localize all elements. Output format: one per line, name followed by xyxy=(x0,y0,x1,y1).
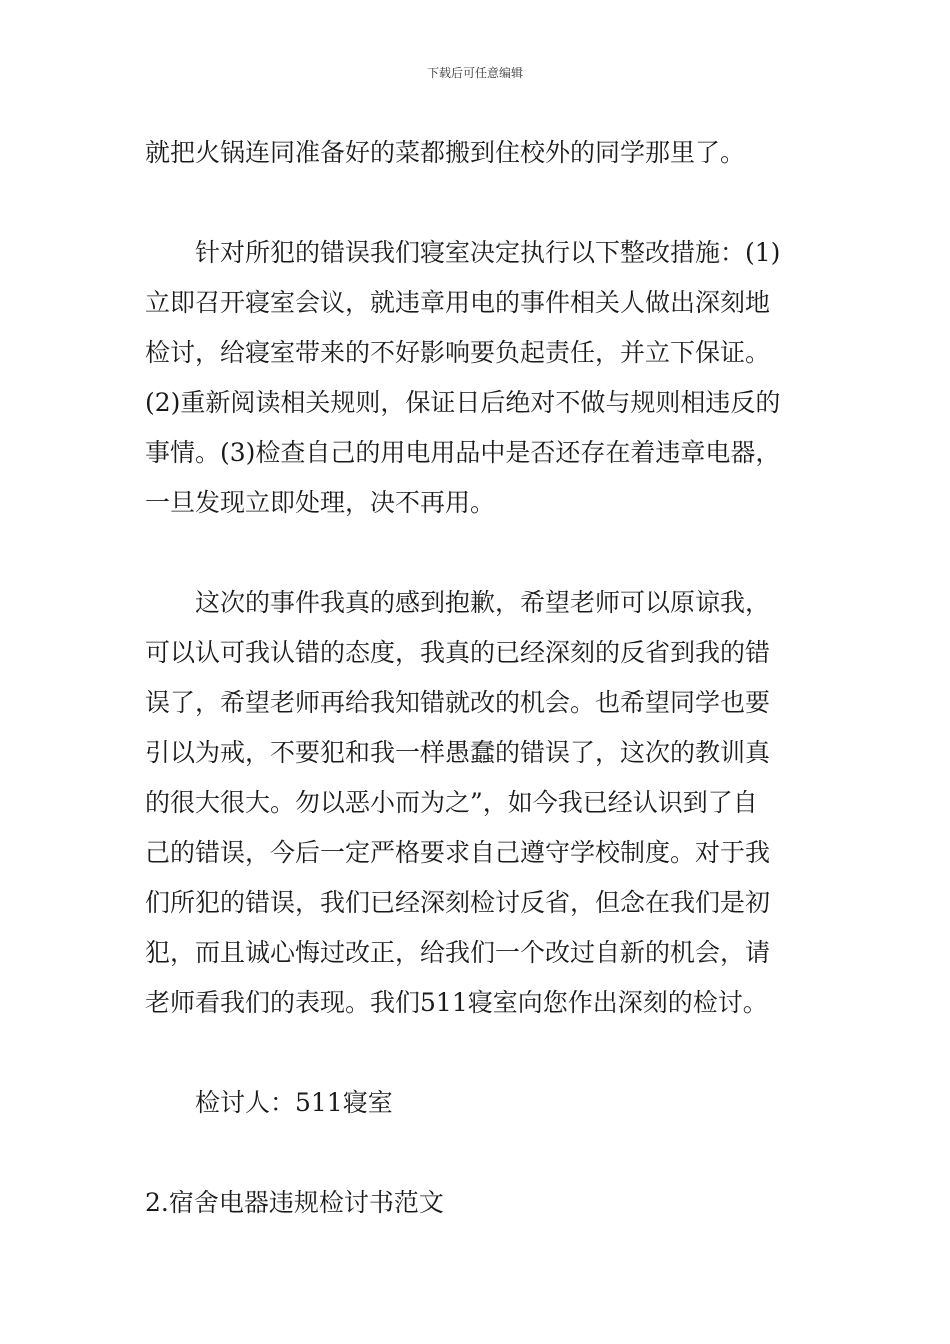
section-heading xyxy=(145,1178,810,1228)
text-line: 己的错误，今后一定严格要求自己遵守学校制度。对于我 xyxy=(145,838,771,867)
text-line: 们所犯的错误，我们已经深刻检讨反省，但念在我们是初 xyxy=(145,888,771,917)
page-header: 下载后可任意编辑 xyxy=(426,66,523,80)
text-line: 引以为戒，不要犯和我一样愚蠢的错误了，这次的教训真 xyxy=(145,738,771,767)
text-line: 针对所犯的错误我们寝室决定执行以下整改措施：(1) xyxy=(195,238,781,267)
text-line: 的很大很大。勿以恶小而为之”，如今我已经认识到了自 xyxy=(145,788,758,817)
text-line: 事情。(3)检查自己的用电用品中是否还存在着违章电器， xyxy=(145,438,781,467)
text-line: 犯，而且诚心悔过改正，给我们一个改过自新的机会，请 xyxy=(145,938,771,967)
signature xyxy=(145,1078,810,1128)
paragraph-gap xyxy=(145,528,810,578)
text-line: 检讨，给寝室带来的不好影响要负起责任，并立下保证。 xyxy=(145,338,771,367)
signature-text: 检讨人：511寝室 xyxy=(195,1088,393,1117)
paragraph-gap xyxy=(145,178,810,228)
section-heading-text: 2.宿舍电器违规检讨书范文 xyxy=(145,1188,444,1217)
paragraph-3 xyxy=(145,578,810,1028)
text-line: 就把火锅连同准备好的菜都搬到住校外的同学那里了。 xyxy=(145,138,746,167)
paragraph-2 xyxy=(145,228,810,528)
paragraph-1 xyxy=(145,128,810,178)
text-line: 这次的事件我真的感到抱歉，希望老师可以原谅我， xyxy=(195,588,771,617)
text-line: 老师看我们的表现。我们511寝室向您作出深刻的检讨。 xyxy=(145,988,768,1017)
text-line: (2)重新阅读相关规则，保证日后绝对不做与规则相违反的 xyxy=(145,388,781,417)
text-line: 一旦发现立即处理，决不再用。 xyxy=(145,488,496,517)
text-line: 可以认可我认错的态度，我真的已经深刻的反省到我的错 xyxy=(145,638,771,667)
paragraph-gap xyxy=(145,1128,810,1178)
text-line: 立即召开寝室会议，就违章用电的事件相关人做出深刻地 xyxy=(145,288,771,317)
document-body xyxy=(145,128,810,1228)
paragraph-gap xyxy=(145,1028,810,1078)
text-line: 误了，希望老师再给我知错就改的机会。也希望同学也要 xyxy=(145,688,771,717)
